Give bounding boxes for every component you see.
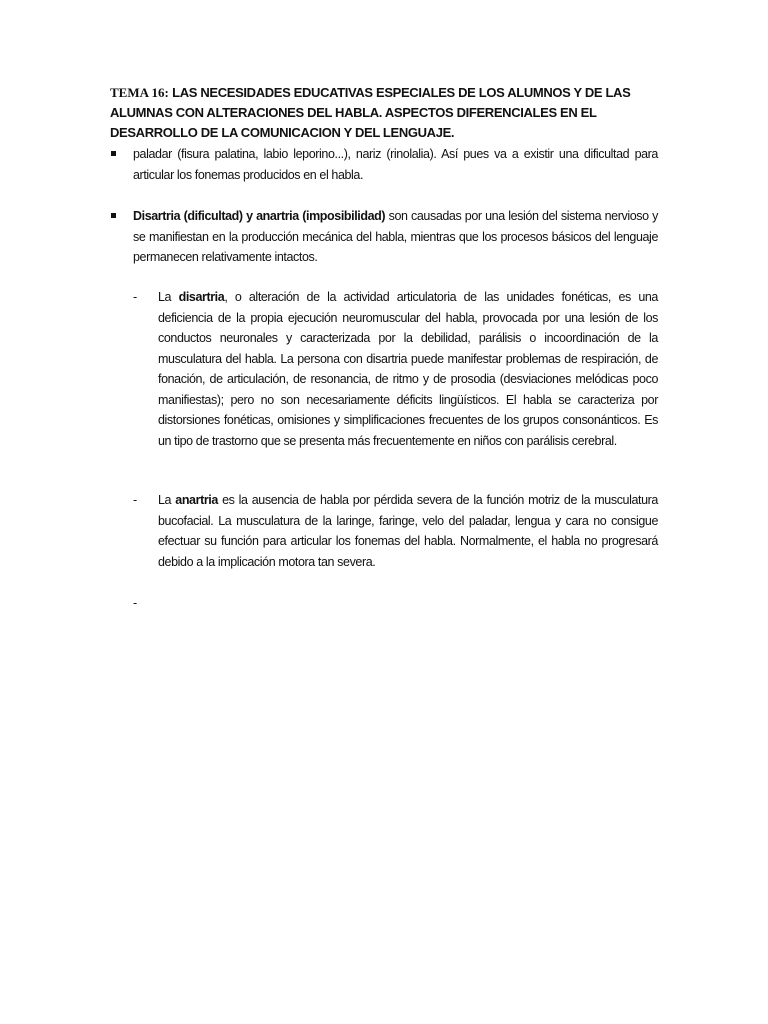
dash-marker: - <box>133 493 137 507</box>
document-title <box>110 83 660 143</box>
dash-pre: La <box>158 290 179 304</box>
dash-body: es la ausencia de habla por pérdida severa de la función motriz de la musculatura bucofacial. La musculatura de la laringe, faringe, velo del paladar, lengua y cara no consigue efectuar su función para articular los fonemas del habla. Normalmente, el habla no progresará debido a la implicación motora tan severa. <box>158 493 658 569</box>
bullet-item-paladar <box>110 144 658 185</box>
dash-bold-term: disartria <box>178 290 225 304</box>
bullet-item-disartria-anartria <box>110 206 658 268</box>
dash-marker: - <box>133 290 137 304</box>
title-prefix: TEMA 16: <box>110 85 169 100</box>
dash-text <box>158 490 658 572</box>
square-bullet-icon <box>111 213 116 218</box>
dash-item-anartria <box>133 490 658 572</box>
square-bullet-icon <box>111 151 116 156</box>
bullet-text: paladar (fisura palatina, labio leporino...), nariz (rinolalia). Así pues va a existir una dificultad para articular los fonemas producidos en el habla. <box>133 147 658 182</box>
title-text: LAS NECESIDADES EDUCATIVAS ESPECIALES DE LOS ALUMNOS Y DE LAS ALUMNAS CON ALTERACIONES DEL HABLA. ASPECTOS DIFERENCIALES EN EL DESARROLLO DE LA COMUNICACION Y DEL LENGUAJE. <box>110 85 631 140</box>
bullet-body: son causadas por una lesión del sistema nervioso y se manifiestan en la producción mecánica del habla, mientras que los procesos básicos del lenguaje permanecen relativamente intactos. <box>133 209 658 264</box>
bullet-bold-term: Disartria (dificultad) y anartria (imposibilidad) <box>133 209 386 223</box>
dash-body: , o alteración de la actividad articulatoria de las unidades fonéticas, es una deficiencia de la propia ejecución neuromuscular del habla, provocada por una lesión de los conductos neuronales y caracterizada por la debilidad, parálisis o incoordinación de la musculatura del habla. La persona con disartria puede manifestar problemas de respiración, de fonación, de articulación, de resonancia, de ritmo y de prosodia (desviaciones melódicas poco manifiestas); pero no son necesariamente déficits lingüísticos. El habla se caracteriza por distorsiones fonéticas, omisiones y simplificaciones frecuentes de los grupos consonánticos. Es un tipo de trastorno que se presenta más frecuentemente en niños con parálisis cerebral. <box>158 290 658 448</box>
bullet-text <box>133 206 658 268</box>
dash-bold-term: anartria <box>175 493 218 507</box>
dash-item-disartria <box>133 287 658 451</box>
dash-text <box>158 287 658 451</box>
dash-pre: La <box>158 493 176 507</box>
dash-marker: - <box>133 596 137 610</box>
